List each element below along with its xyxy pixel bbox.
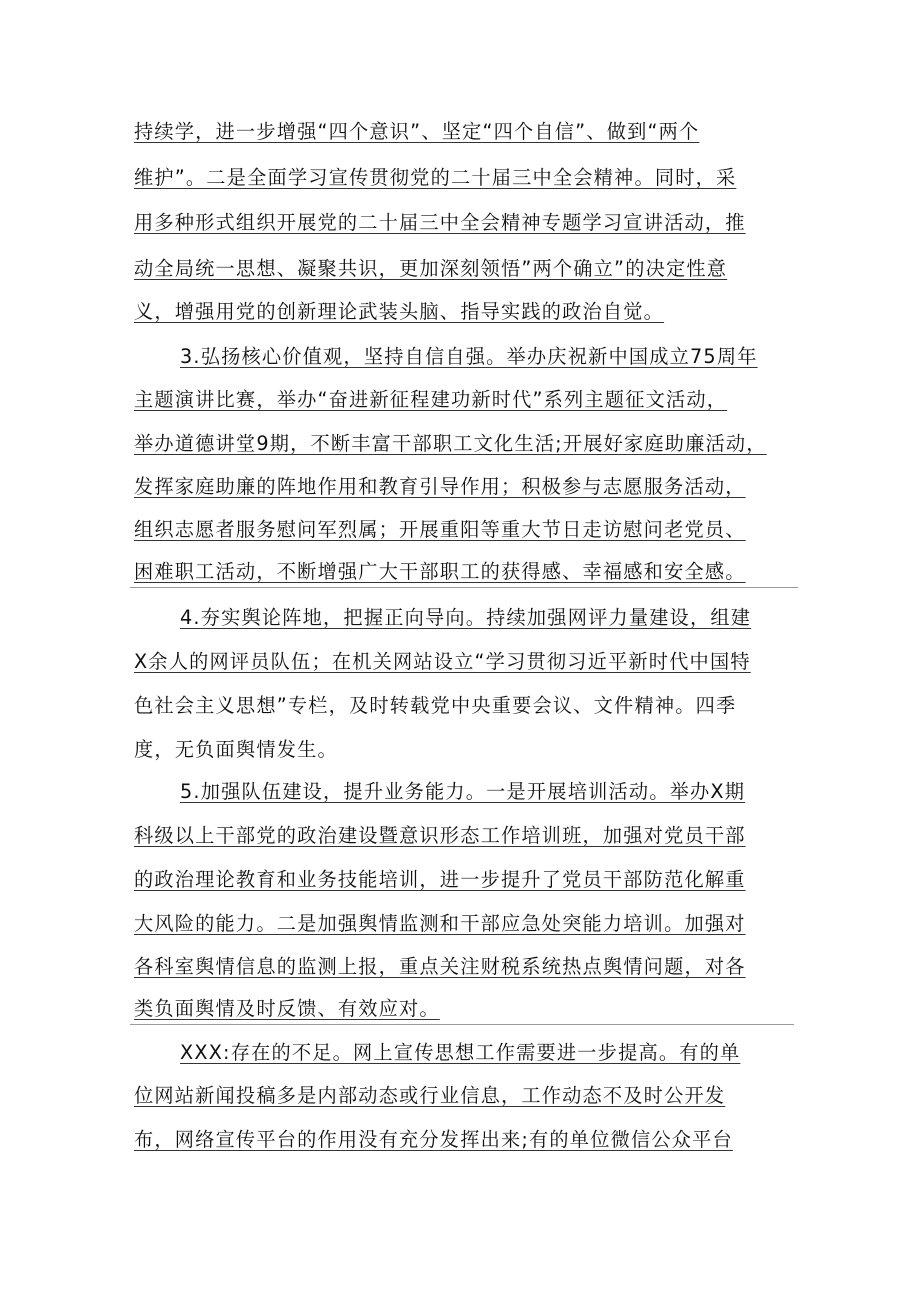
text-line: 困难职工活动，不断增强广大干部职工的获得感、幸福感和安全感。 (134, 560, 746, 583)
text-segment: 类负面舆情及时反馈、有效应对。 (134, 997, 440, 1020)
text-line: 组织志愿者服务慰问军烈属；开展重阳等重大节日走访慰问老党员、 (134, 518, 746, 541)
text-line: 主题演讲比赛，举办“奋进新征程建功新时代”系列主题征文活动， (134, 388, 728, 411)
text-line: 发挥家庭助廉的阵地作用和教育引导作用；积极参与志愿服务活动， (134, 475, 746, 498)
text-line: 维护”。二是全面学习宣传贯彻党的二十届三中全会精神。同时，采 (134, 166, 737, 189)
text-segment: 义，增强用党的创新理论武装头脑、指导实践的政治自觉。 (134, 300, 665, 323)
paragraph-heading-line (180, 345, 758, 369)
text-line: 动全局统一思想、凝聚共识，更加深刻领悟”两个确立”的决定性意 (134, 257, 728, 280)
item-label: XXX (180, 1041, 224, 1064)
text-line: 用多种形式组织开展党的二十届三中全会精神专题学习宣讲活动，推 (134, 211, 746, 234)
text-line: 各科室舆情信息的监测上报，重点关注财税系统热点舆情问题，对各 (134, 955, 746, 978)
heading-text: .加强队伍建设，提升业务能力。一是开展培训活动。举办X期 (193, 780, 746, 803)
divider-line (130, 587, 798, 588)
divider-line (130, 1024, 794, 1025)
text-line: 的政治理论教育和业务技能培训，进一步提升了党员干部防范化解重 (134, 868, 746, 891)
item-number: 4 (180, 606, 194, 629)
text-line: 度，无负面舆情发生。 (134, 738, 338, 761)
text-line: 位网站新闻投稿多是内部动态或行业信息，工作动态不及时公开发 (134, 1084, 726, 1107)
heading-text: .弘扬核心价值观，坚持自信自强。举办庆祝新中国成立75周年 (193, 345, 758, 368)
heading-text: .夯实舆论阵地，把握正向导向。持续加强网评力量建设，组建 (193, 606, 752, 629)
text-line: 科级以上干部党的政治建设暨意识形态工作培训班，加强对党员干部 (134, 824, 746, 847)
text-line: 色社会主义思想”专栏，及时转载党中央重要会议、文件精神。四季 (134, 694, 737, 717)
text-line (134, 997, 440, 1021)
text-line (134, 300, 664, 324)
paragraph-heading-line (180, 780, 745, 804)
text-line: 大风险的能力。二是加强舆情监测和干部应急处突能力培训。加强对 (134, 912, 746, 935)
text-line: 布，网络宣传平台的作用没有充分发挥出来;有的单位微信公众平台 (134, 1128, 733, 1151)
paragraph-heading-line (180, 606, 751, 630)
text-line: 举办道德讲堂9期，不断丰富干部职工文化生活;开展好家庭助廉活动， (134, 432, 767, 455)
heading-text: :存在的不足。网上宣传思想工作需要进一步提高。有的单 (223, 1041, 741, 1064)
text-line: X余人的网评员队伍；在机关网站设立“学习贯彻习近平新时代中国特 (134, 650, 751, 673)
item-number: 3 (180, 345, 194, 368)
paragraph-heading-line (180, 1041, 740, 1065)
item-number: 5 (180, 780, 194, 803)
text-line: 持续学，进一步增强“四个意识”、坚定“四个自信”、做到“两个 (134, 120, 700, 143)
